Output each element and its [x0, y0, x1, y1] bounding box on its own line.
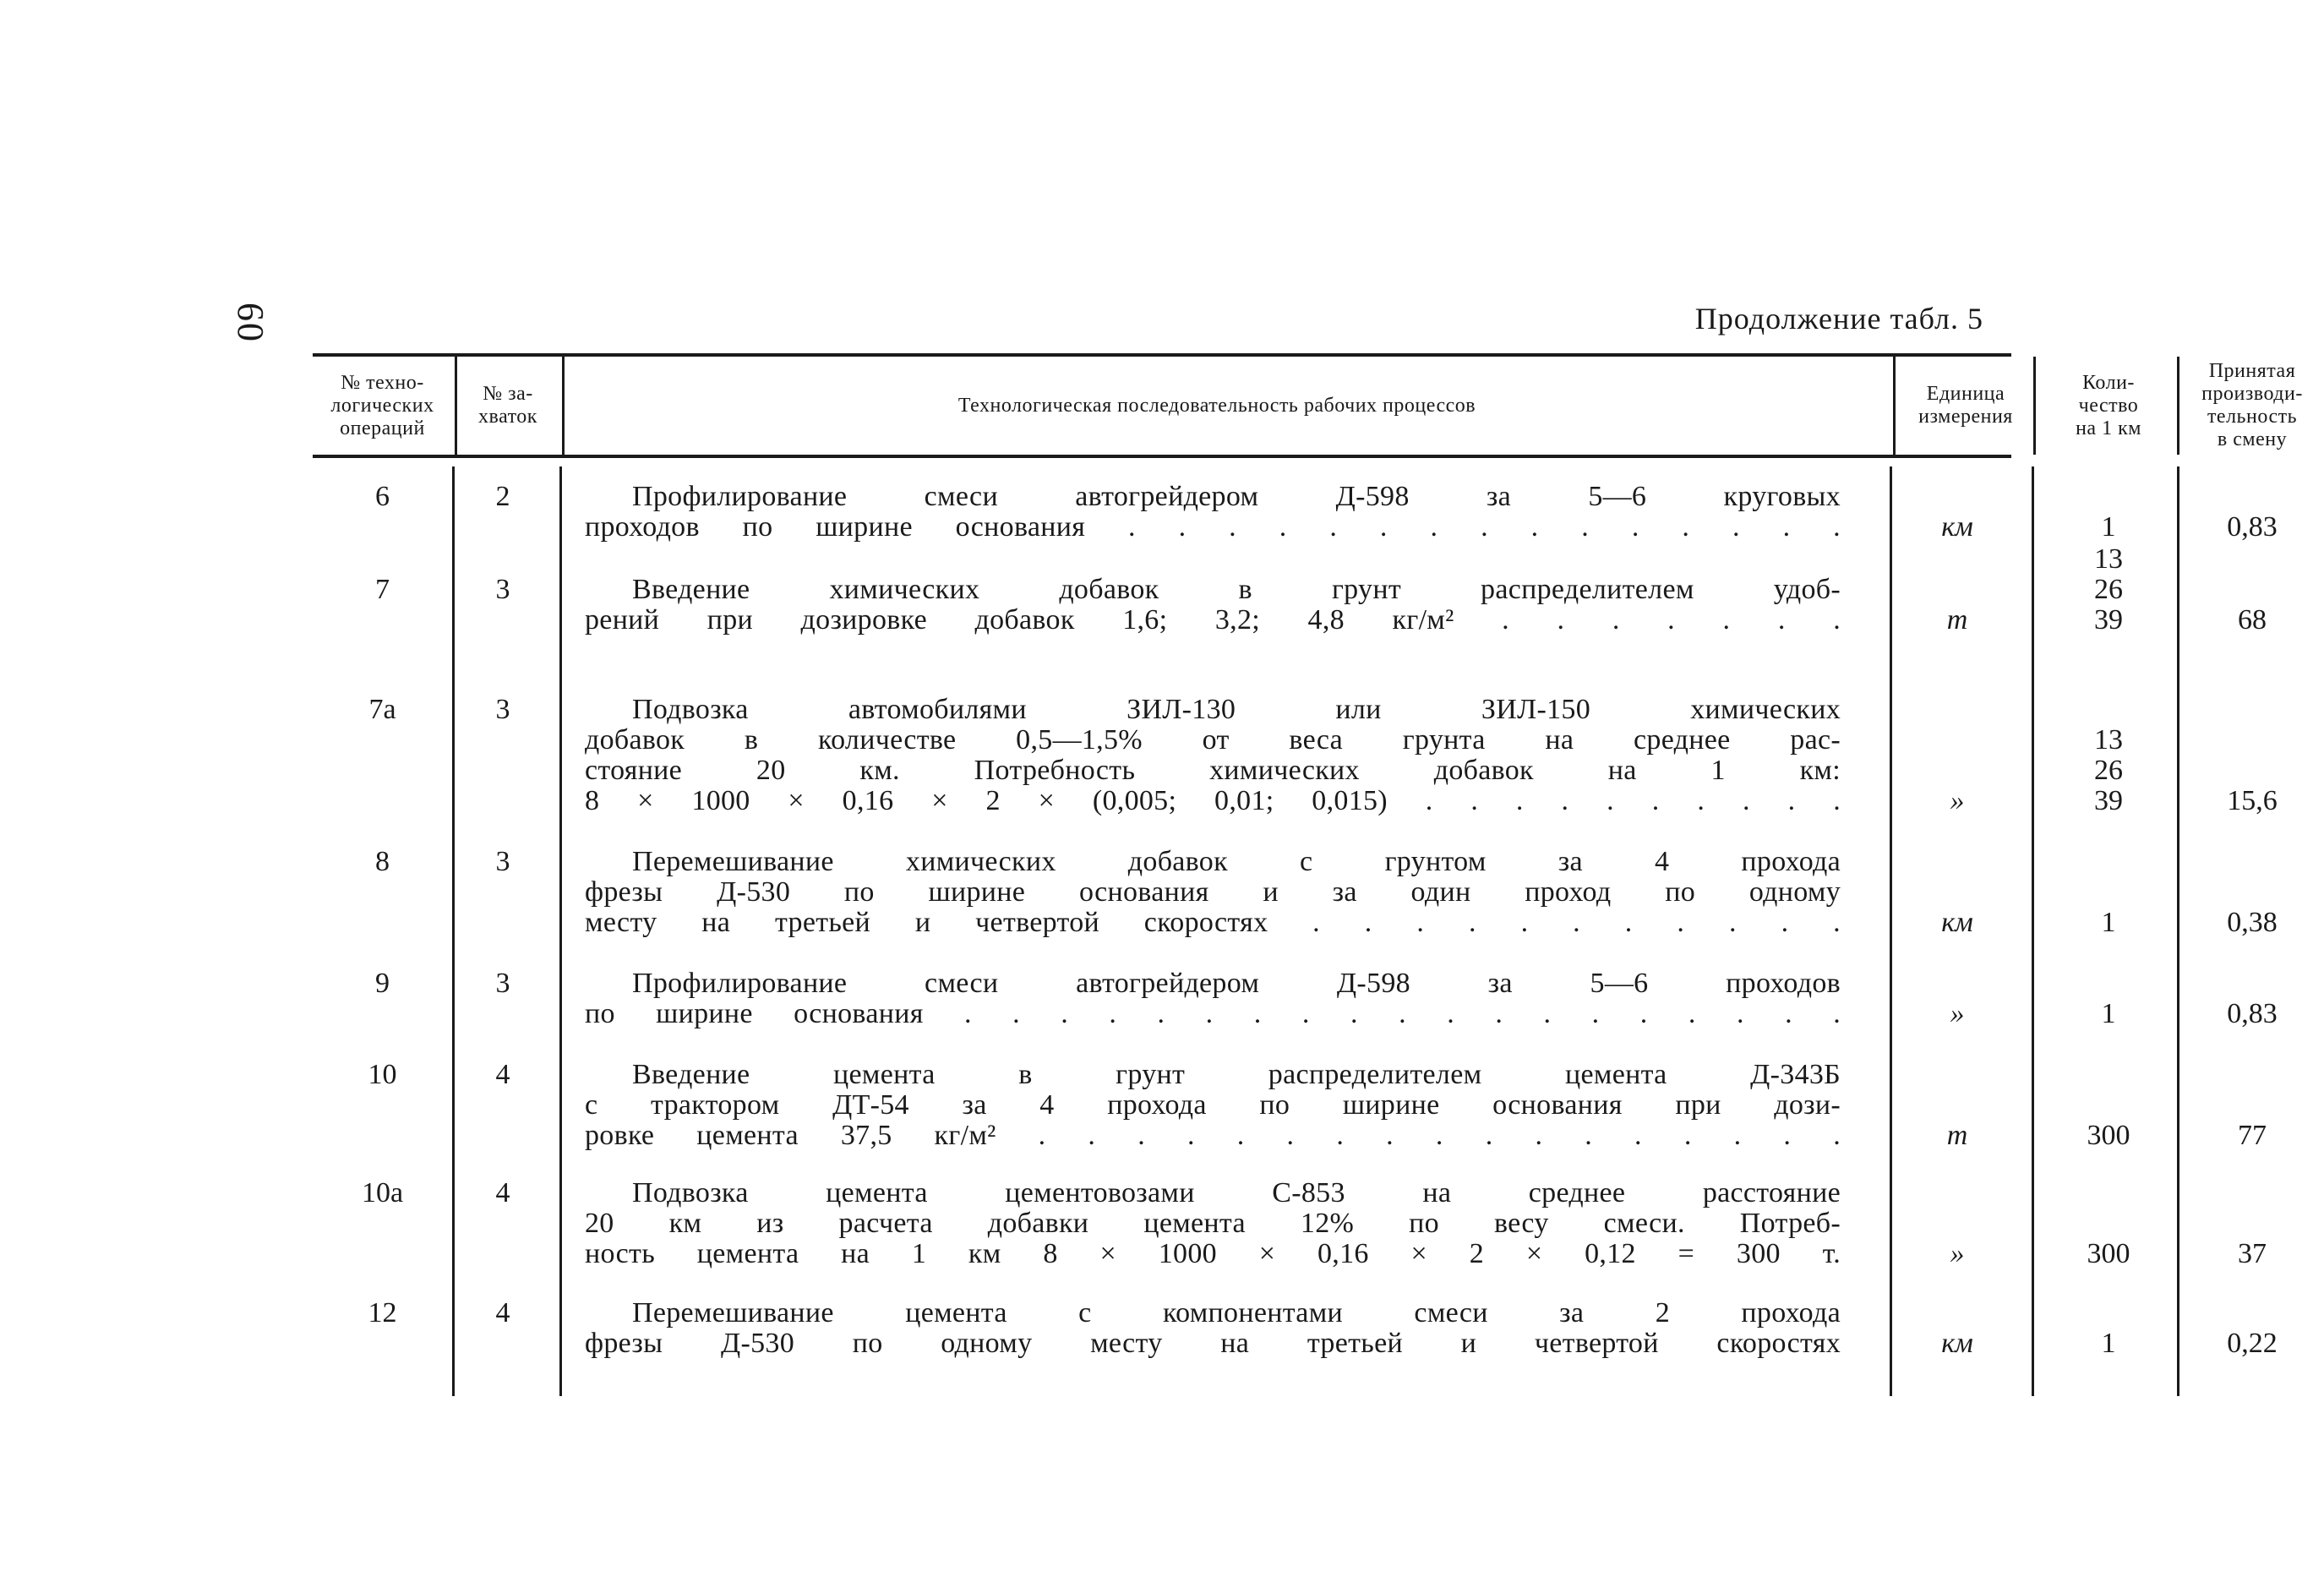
- quantity-value: 300: [2087, 1120, 2130, 1151]
- description-line: рений при дозировке добавок 1,6; 3,2; 4,8 кг/м² . . . . . . .: [585, 604, 1841, 636]
- quantity-value: 26: [2094, 755, 2123, 786]
- quantity-value: 39: [2094, 604, 2123, 636]
- row-unit: км: [1941, 907, 1973, 938]
- row-grip-number: 4: [495, 1177, 510, 1208]
- header-unit: Единица измерения: [1918, 383, 2013, 428]
- description-line: проходов по ширине основания . . . . . . . . . . . . . . .: [585, 511, 1841, 543]
- description-line: фрезы Д-530 по ширине основания и за один проход по одному: [585, 876, 1841, 908]
- header-op-no: № техно- логических операций: [330, 371, 434, 439]
- row-op-number: 12: [368, 1297, 397, 1328]
- row-productivity: 0,38: [2227, 907, 2278, 938]
- row-quantity: [2037, 1121, 2180, 1151]
- row-productivity: 0,83: [2227, 511, 2278, 543]
- description-line: ность цемента на 1 км 8 × 1000 × 0,16 × 2 × 0,12 = 300 т.: [585, 1238, 1841, 1269]
- description-line: стояние 20 км. Потребность химических добавок на 1 км:: [585, 755, 1841, 786]
- description-line: Перемешивание химических добавок с грунтом за 4 прохода: [632, 846, 1841, 877]
- row-productivity: 68: [2238, 604, 2267, 636]
- row-op-number: 8: [375, 846, 390, 877]
- row-quantity: [2037, 908, 2180, 938]
- column-divider: [2032, 466, 2034, 1396]
- description-line: Подвозка цемента цементовозами С-853 на среднее расстояние: [632, 1177, 1841, 1208]
- row-op-number: 9: [375, 968, 390, 999]
- column-divider: [452, 466, 455, 1396]
- quantity-value: 300: [2087, 1238, 2130, 1269]
- table-body: [313, 458, 2278, 1409]
- description-line: месту на третьей и четвертой скоростях . . . . . . . . . . .: [585, 907, 1841, 938]
- description-line: Введение цемента в грунт распределителем цемента Д-343Б: [632, 1059, 1841, 1090]
- row-description: [585, 968, 1841, 1029]
- table-header: [313, 353, 2303, 458]
- row-op-number: 10: [368, 1059, 397, 1090]
- description-line: по ширине основания . . . . . . . . . . . . . . . . . . .: [585, 998, 1841, 1029]
- description-line: Подвозка автомобилями ЗИЛ-130 или ЗИЛ-150 химических: [632, 694, 1841, 725]
- row-quantity: [2037, 1328, 2180, 1359]
- row-grip-number: 2: [495, 481, 510, 512]
- header-divider: [2177, 357, 2179, 455]
- row-description: [585, 1060, 1841, 1151]
- description-line: Профилирование смеси автогрейдером Д-598 за 5—6 круговых: [632, 481, 1841, 512]
- row-description: [585, 847, 1841, 938]
- row-op-number: 10а: [361, 1177, 404, 1208]
- row-op-number: 7: [375, 574, 390, 605]
- row-quantity: [2037, 999, 2180, 1029]
- row-grip-number: 3: [495, 968, 510, 999]
- description-line: 20 км из расчета добавки цемента 12% по весу смеси. Потреб-: [585, 1208, 1841, 1239]
- row-unit: км: [1941, 511, 1973, 543]
- quantity-value: 13: [2094, 543, 2123, 575]
- description-line: 8 × 1000 × 0,16 × 2 × (0,005; 0,01; 0,015) . . . . . . . . . .: [585, 785, 1841, 816]
- row-productivity: 0,22: [2227, 1328, 2278, 1359]
- header-description: Технологическая последовательность рабочих процессов: [957, 394, 1476, 417]
- description-line: Профилирование смеси автогрейдером Д-598 за 5—6 проходов: [632, 968, 1841, 999]
- row-grip-number: 3: [495, 846, 510, 877]
- header-grip-no: № за- хваток: [478, 383, 537, 428]
- row-productivity: 0,83: [2227, 998, 2278, 1029]
- row-quantity: [2037, 725, 2180, 816]
- row-description: [585, 1178, 1841, 1269]
- quantity-value: 26: [2094, 574, 2123, 605]
- row-unit: км: [1941, 1328, 1973, 1359]
- header-productivity: Принятая производи- тельность в смену: [2201, 360, 2303, 450]
- header-divider: [562, 357, 565, 455]
- page-number: 60: [230, 303, 271, 343]
- header-divider: [2033, 357, 2036, 455]
- row-productivity: 37: [2238, 1238, 2267, 1269]
- row-grip-number: 3: [495, 694, 510, 725]
- row-unit: т: [1946, 1120, 1968, 1151]
- row-quantity: [2037, 544, 2180, 636]
- row-unit: »: [1950, 785, 1965, 816]
- row-op-number: 7а: [368, 694, 396, 725]
- description-line: добавок в количестве 0,5—1,5% от веса грунта на среднее рас-: [585, 724, 1841, 756]
- continuation-label: Продолжение табл. 5: [1694, 302, 1983, 336]
- row-quantity: [2037, 1239, 2180, 1269]
- quantity-value: 1: [2101, 1328, 2116, 1359]
- quantity-value: 1: [2101, 907, 2116, 938]
- row-grip-number: 4: [495, 1297, 510, 1328]
- row-grip-number: 4: [495, 1059, 510, 1090]
- row-unit: т: [1946, 604, 1968, 636]
- column-divider: [559, 466, 562, 1396]
- description-line: фрезы Д-530 по одному месту на третьей и четвертой скоростях: [585, 1328, 1841, 1359]
- row-description: [585, 575, 1841, 636]
- row-description: [585, 695, 1841, 816]
- row-grip-number: 3: [495, 574, 510, 605]
- row-op-number: 6: [375, 481, 390, 512]
- quantity-value: 1: [2101, 511, 2116, 543]
- row-description: [585, 1298, 1841, 1359]
- row-unit: »: [1950, 998, 1965, 1029]
- row-productivity: 77: [2238, 1120, 2267, 1151]
- row-unit: »: [1950, 1238, 1965, 1269]
- description-line: с трактором ДТ-54 за 4 прохода по ширине основания при дози-: [585, 1089, 1841, 1121]
- row-productivity: 15,6: [2227, 785, 2278, 816]
- description-line: Перемешивание цемента с компонентами смеси за 2 прохода: [632, 1297, 1841, 1328]
- row-quantity: [2037, 512, 2180, 543]
- description-line: Введение химических добавок в грунт распределителем удоб-: [632, 574, 1841, 605]
- quantity-value: 1: [2101, 998, 2116, 1029]
- header-quantity: Коли- чество на 1 км: [2076, 371, 2141, 439]
- operations-table: [313, 353, 2303, 1409]
- row-description: [585, 482, 1841, 543]
- header-divider: [455, 357, 457, 455]
- quantity-value: 39: [2094, 785, 2123, 816]
- header-divider: [1893, 357, 1896, 455]
- quantity-value: 13: [2094, 724, 2123, 756]
- description-line: ровке цемента 37,5 кг/м² . . . . . . . . . . . . . . . . .: [585, 1120, 1841, 1151]
